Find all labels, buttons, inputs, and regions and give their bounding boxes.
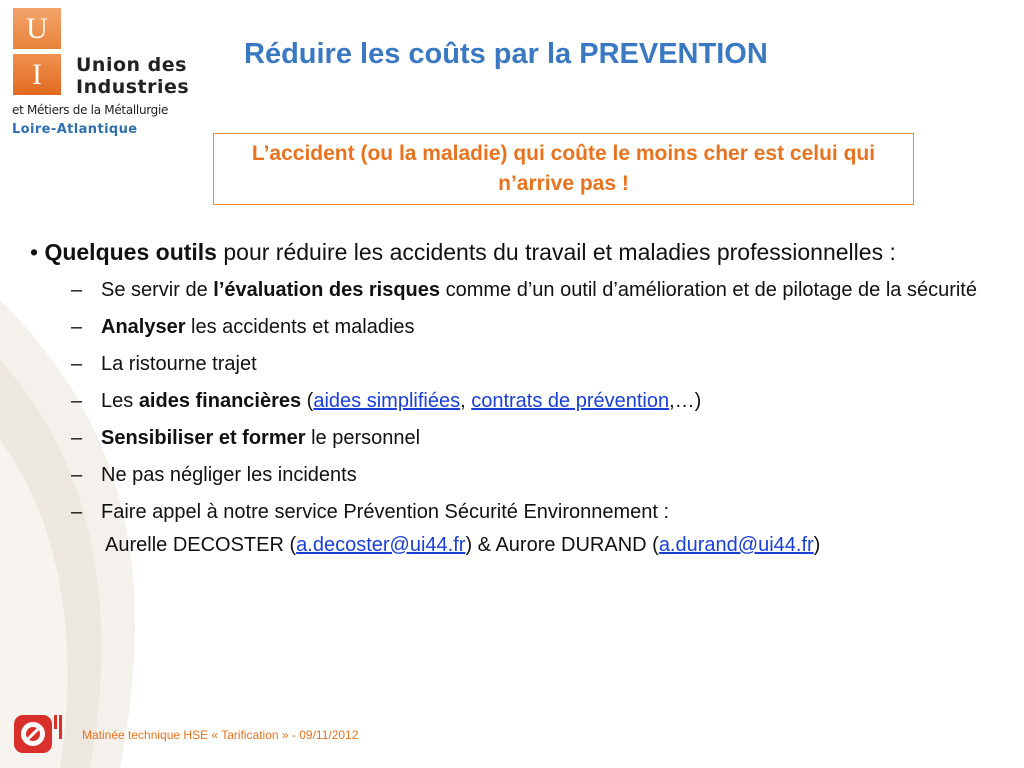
logo-name <box>76 54 196 98</box>
aides-simplifiees-link[interactable]: aides simplifiées <box>313 390 461 412</box>
list-item <box>30 388 990 415</box>
dash-marker: – <box>71 501 83 523</box>
logo-tile-u: U <box>13 8 61 49</box>
callout-box <box>213 133 914 205</box>
slide-content <box>30 236 990 559</box>
contrats-prevention-link[interactable]: contrats de prévention <box>471 390 670 412</box>
item-bold: Analyser <box>101 316 186 338</box>
dash-marker: – <box>71 390 83 412</box>
item-text: les accidents et maladies <box>185 316 415 338</box>
dash-marker: – <box>71 464 83 486</box>
logo-subtitle: et Métiers de la Métallurgie <box>12 103 169 117</box>
tools-list <box>30 277 990 526</box>
uimm-logo <box>10 8 190 140</box>
slide-title: Réduire les coûts par la PREVENTION <box>244 38 768 70</box>
email-link-durand[interactable]: a.durand@ui44.fr <box>658 534 814 556</box>
dash-marker: – <box>71 427 83 449</box>
contact-line <box>30 532 990 559</box>
list-item <box>30 462 990 489</box>
item-text: Se servir de <box>101 279 214 301</box>
main-bullet-text: pour réduire les accidents du travail et maladies professionnelles : <box>216 239 896 265</box>
item-bold: aides financières <box>138 390 302 412</box>
logo-tile-i: I <box>13 54 61 95</box>
main-bullet <box>30 236 990 269</box>
dash-marker: – <box>71 316 83 338</box>
callout-text: L’accident (ou la maladie) qui coûte le moins cher est celui qui n’arrive pas ! <box>251 142 876 195</box>
item-text: comme d’un outil d’amélioration et de pilotage de la sécurité <box>440 279 977 301</box>
logo-name-line1: Union des <box>76 54 187 76</box>
item-text: Les <box>101 390 139 412</box>
contact-end: ) <box>813 534 821 556</box>
dash-marker: – <box>71 353 83 375</box>
logo-region: Loire-Atlantique <box>12 122 138 137</box>
item-text: Ne pas négliger les incidents <box>101 464 357 486</box>
bullet-marker: • <box>30 239 39 265</box>
footer-logo-icon <box>12 711 66 757</box>
dash-marker: – <box>71 279 83 301</box>
list-item <box>30 425 990 452</box>
list-item <box>30 499 990 526</box>
list-item <box>30 277 990 304</box>
item-bold: Sensibiliser et former <box>101 427 306 449</box>
contact-name-1: Aurelle DECOSTER ( <box>105 534 297 556</box>
item-bold: l’évaluation des risques <box>213 279 441 301</box>
email-link-decoster[interactable]: a.decoster@ui44.fr <box>296 534 466 556</box>
item-text: , <box>460 390 472 412</box>
contact-name-2: ) & Aurore DURAND ( <box>465 534 659 556</box>
main-bullet-bold: Quelques outils <box>44 239 217 265</box>
list-item <box>30 314 990 341</box>
item-text: Faire appel à notre service Prévention Sécurité Environnement : <box>101 501 670 523</box>
item-text: ( <box>301 390 314 412</box>
list-item <box>30 351 990 378</box>
item-text: La ristourne trajet <box>101 353 257 375</box>
item-text: ,…) <box>669 390 702 412</box>
footer-text: Matinée technique HSE « Tarification » - 09/11/2012 <box>82 728 359 742</box>
logo-name-line2: Industries <box>76 76 190 98</box>
item-text: le personnel <box>305 427 421 449</box>
